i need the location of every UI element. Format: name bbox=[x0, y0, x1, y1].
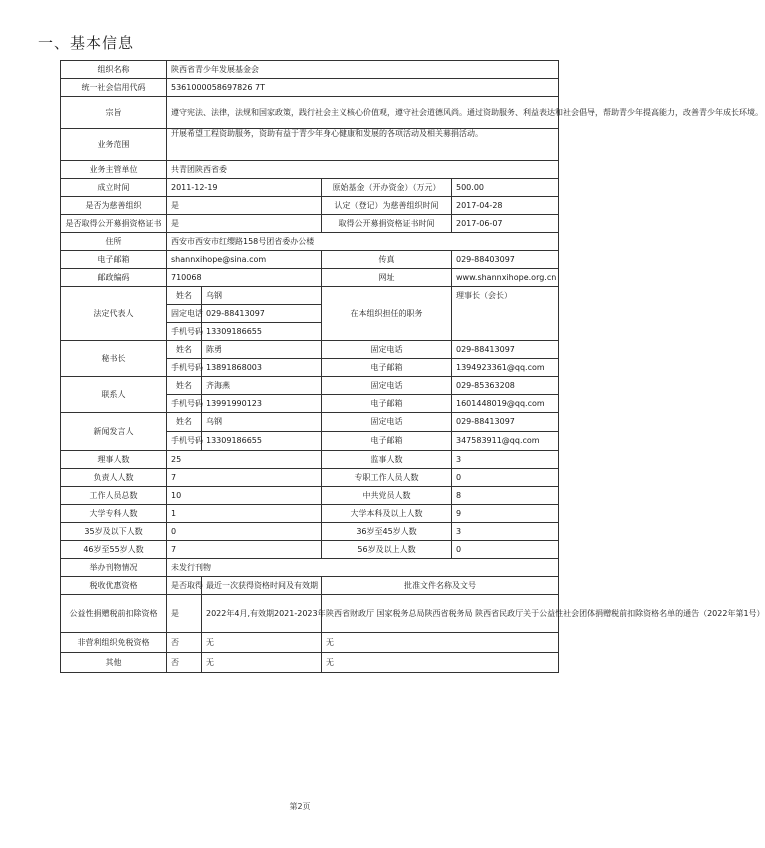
label-other: 其他 bbox=[61, 653, 167, 673]
header-latest-period: 最近一次获得资格时间及有效期 bbox=[202, 577, 322, 595]
label-sg-email: 电子邮箱 bbox=[322, 359, 452, 377]
label-secretary-general: 秘书长 bbox=[61, 341, 167, 377]
value-contact-email: 1601448019@qq.com bbox=[452, 395, 559, 413]
label-responsible-persons: 负责人人数 bbox=[61, 469, 167, 487]
label-position-in-org: 在本组织担任的职务 bbox=[322, 287, 452, 341]
value-postcode: 710068 bbox=[167, 269, 322, 287]
value-age-36-45: 3 bbox=[452, 523, 559, 541]
label-legal-rep-landline: 固定电话 bbox=[167, 305, 202, 323]
value-sg-email: 1394923361@qq.com bbox=[452, 359, 559, 377]
value-dd-period: 2022年4月,有效期2021-2023年 bbox=[202, 595, 322, 633]
label-contact-mobile: 手机号码 bbox=[167, 395, 202, 413]
value-dd-doc: 陕西省财政厅 国家税务总局陕西省税务局 陕西省民政厅关于公益性社会团体捐赠税前扣除资格名单的通告（2022年第1号） bbox=[322, 595, 559, 633]
label-college: 大学专科人数 bbox=[61, 505, 167, 523]
value-sg-mobile: 13891868003 bbox=[202, 359, 322, 377]
value-responsible-persons: 7 bbox=[167, 469, 322, 487]
label-sg-landline: 固定电话 bbox=[322, 341, 452, 359]
basic-info-table bbox=[60, 60, 765, 673]
value-contact-mobile: 13991990123 bbox=[202, 395, 322, 413]
label-age-35-below: 35岁及以下人数 bbox=[61, 523, 167, 541]
value-legal-rep-position: 理事长（会长） bbox=[452, 287, 559, 341]
label-donation-deduction: 公益性捐赠税前扣除资格 bbox=[61, 595, 167, 633]
value-sp-email: 347583911@qq.com bbox=[452, 432, 559, 451]
label-legal-rep: 法定代表人 bbox=[61, 287, 167, 341]
value-fundraising-cert-date: 2017-06-07 bbox=[452, 215, 559, 233]
label-contact-email: 电子邮箱 bbox=[322, 395, 452, 413]
value-sp-mobile: 13309186655 bbox=[202, 432, 322, 451]
label-legal-rep-mobile: 手机号码 bbox=[167, 323, 202, 341]
value-established: 2011-12-19 bbox=[167, 179, 322, 197]
value-ne-period: 无 bbox=[202, 633, 322, 653]
value-fundraising-cert: 是 bbox=[167, 215, 322, 233]
value-legal-rep-landline: 029-88413097 bbox=[202, 305, 322, 323]
value-supervisor: 共青团陕西省委 bbox=[167, 161, 559, 179]
label-nonprofit-exempt: 非营利组织免税资格 bbox=[61, 633, 167, 653]
value-sp-landline: 029-88413097 bbox=[452, 413, 559, 432]
value-age-35-below: 0 bbox=[167, 523, 322, 541]
value-website: www.shannxihope.org.cn bbox=[452, 269, 559, 287]
header-obtained: 是否取得 bbox=[167, 577, 202, 595]
value-fax: 029-88403097 bbox=[452, 251, 559, 269]
label-supervisor: 业务主管单位 bbox=[61, 161, 167, 179]
header-approval-doc: 批准文件名称及文号 bbox=[322, 577, 559, 595]
value-is-charity: 是 bbox=[167, 197, 322, 215]
value-bachelor-plus: 9 bbox=[452, 505, 559, 523]
label-supervisors: 监事人数 bbox=[322, 451, 452, 469]
value-other-doc: 无 bbox=[322, 653, 559, 673]
label-contact-landline: 固定电话 bbox=[322, 377, 452, 395]
label-age-36-45: 36岁至45岁人数 bbox=[322, 523, 452, 541]
value-other-obtained: 否 bbox=[167, 653, 202, 673]
value-directors: 25 bbox=[167, 451, 322, 469]
value-dd-obtained: 是 bbox=[167, 595, 202, 633]
label-contact-name: 姓名 bbox=[167, 377, 202, 395]
value-email: shannxihope@sina.com bbox=[167, 251, 322, 269]
value-legal-rep-mobile: 13309186655 bbox=[202, 323, 322, 341]
value-original-fund: 500.00 bbox=[452, 179, 559, 197]
label-tax-benefit: 税收优惠资格 bbox=[61, 577, 167, 595]
label-contact: 联系人 bbox=[61, 377, 167, 413]
label-fax: 传真 bbox=[322, 251, 452, 269]
value-party-members: 8 bbox=[452, 487, 559, 505]
label-sg-mobile: 手机号码 bbox=[167, 359, 202, 377]
value-org-name: 陕西省青少年发展基金会 bbox=[167, 61, 559, 79]
label-credit-code: 统一社会信用代码 bbox=[61, 79, 167, 97]
value-publications: 未发行刊物 bbox=[167, 559, 559, 577]
label-total-staff: 工作人员总数 bbox=[61, 487, 167, 505]
value-contact-name: 齐海燕 bbox=[202, 377, 322, 395]
value-college: 1 bbox=[167, 505, 322, 523]
value-legal-rep-name: 乌钢 bbox=[202, 287, 322, 305]
label-age-56-above: 56岁及以上人数 bbox=[322, 541, 452, 559]
label-established: 成立时间 bbox=[61, 179, 167, 197]
label-sp-name: 姓名 bbox=[167, 413, 202, 432]
value-age-56-above: 0 bbox=[452, 541, 559, 559]
value-age-46-55: 7 bbox=[167, 541, 322, 559]
label-scope: 业务范围 bbox=[61, 129, 167, 161]
label-website: 网址 bbox=[322, 269, 452, 287]
value-total-staff: 10 bbox=[167, 487, 322, 505]
label-original-fund: 原始基金（开办资金）（万元） bbox=[322, 179, 452, 197]
label-sp-mobile: 手机号码 bbox=[167, 432, 202, 451]
label-address: 住所 bbox=[61, 233, 167, 251]
label-fundraising-cert-date: 取得公开募捐资格证书时间 bbox=[322, 215, 452, 233]
label-purpose: 宗旨 bbox=[61, 97, 167, 129]
value-other-period: 无 bbox=[202, 653, 322, 673]
label-age-46-55: 46岁至55岁人数 bbox=[61, 541, 167, 559]
label-legal-rep-name: 姓名 bbox=[167, 287, 202, 305]
value-sg-name: 陈勇 bbox=[202, 341, 322, 359]
value-credit-code: 5361000058697826 7T bbox=[167, 79, 559, 97]
value-sp-name: 乌钢 bbox=[202, 413, 322, 432]
label-party-members: 中共党员人数 bbox=[322, 487, 452, 505]
value-address: 西安市西安市红缨路158号团省委办公楼 bbox=[167, 233, 559, 251]
label-bachelor-plus: 大学本科及以上人数 bbox=[322, 505, 452, 523]
label-is-charity: 是否为慈善组织 bbox=[61, 197, 167, 215]
label-postcode: 邮政编码 bbox=[61, 269, 167, 287]
label-sg-name: 姓名 bbox=[167, 341, 202, 359]
value-charity-date: 2017-04-28 bbox=[452, 197, 559, 215]
label-fulltime-staff: 专职工作人员人数 bbox=[322, 469, 452, 487]
value-contact-landline: 029-85363208 bbox=[452, 377, 559, 395]
label-fundraising-cert: 是否取得公开募捐资格证书 bbox=[61, 215, 167, 233]
page-number: 第2页 bbox=[289, 802, 311, 811]
value-supervisors: 3 bbox=[452, 451, 559, 469]
label-sp-landline: 固定电话 bbox=[322, 413, 452, 432]
value-ne-doc: 无 bbox=[322, 633, 559, 653]
label-charity-date: 认定（登记）为慈善组织时间 bbox=[322, 197, 452, 215]
label-directors: 理事人数 bbox=[61, 451, 167, 469]
label-org-name: 组织名称 bbox=[61, 61, 167, 79]
value-scope: 开展希望工程资助服务，资助有益于青少年身心健康和发展的各项活动及相关募捐活动。 bbox=[167, 129, 559, 161]
label-email: 电子邮箱 bbox=[61, 251, 167, 269]
label-sp-email: 电子邮箱 bbox=[322, 432, 452, 451]
value-fulltime-staff: 0 bbox=[452, 469, 559, 487]
value-ne-obtained: 否 bbox=[167, 633, 202, 653]
label-spokesperson: 新闻发言人 bbox=[61, 413, 167, 451]
section-title: 一、基本信息 bbox=[38, 34, 135, 52]
value-purpose: 遵守宪法、法律，法规和国家政策，践行社会主义核心价值观，遵守社会道德风尚。通过资助服务、利益表达和社会倡导，帮助青少年提高能力，改善青少年成长环境。 bbox=[167, 97, 559, 129]
value-sg-landline: 029-88413097 bbox=[452, 341, 559, 359]
label-publications: 举办刊物情况 bbox=[61, 559, 167, 577]
